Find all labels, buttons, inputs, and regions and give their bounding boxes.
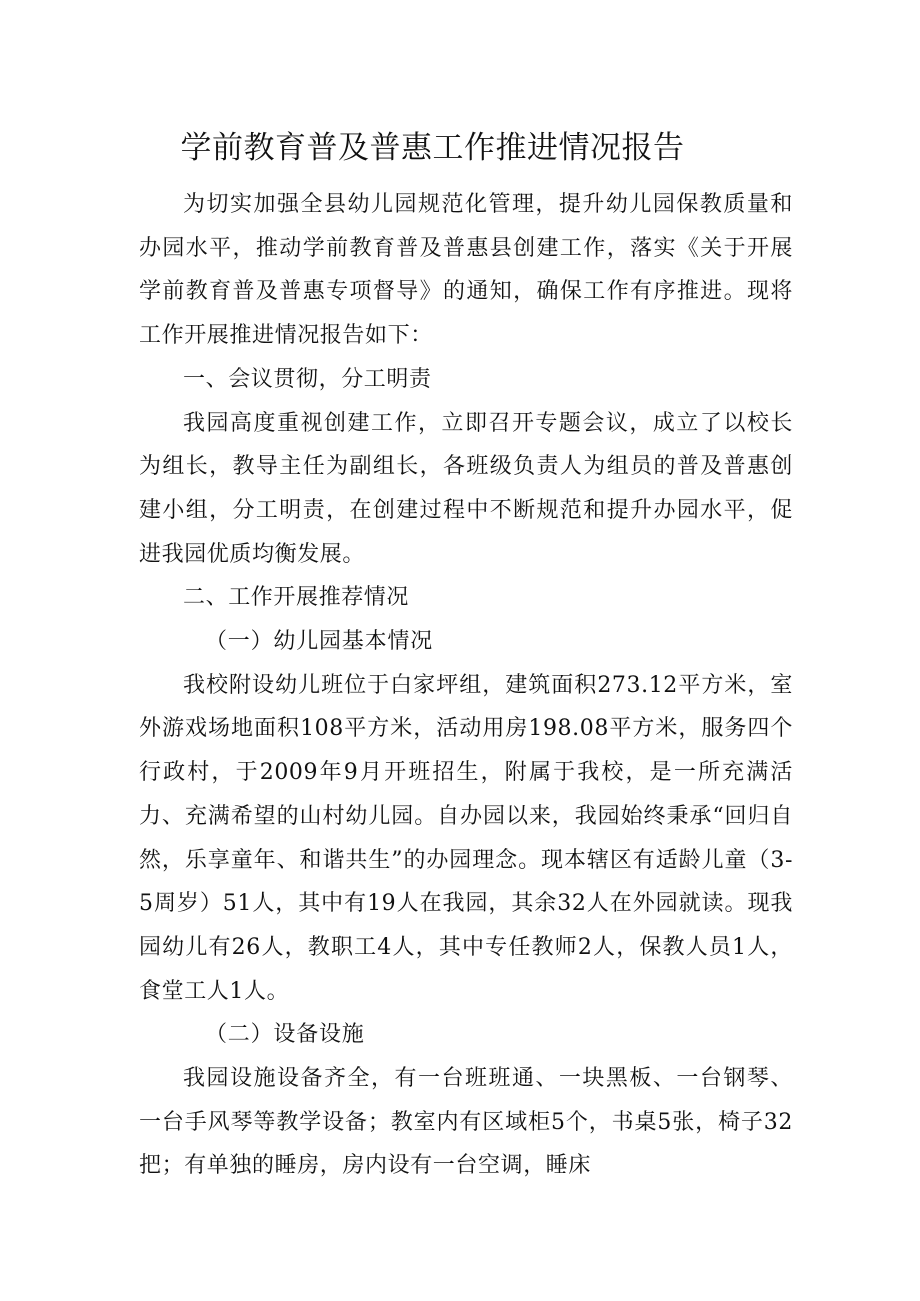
- subsection-2-heading: （二）设备设施: [205, 1022, 365, 1048]
- section-1-paragraph: 我园高度重视创建工作，立即召开专题会议，成立了以校长为组长，教导主任为副组长，各班级负责人为组员的普及普惠创建小组，分工明责，在创建过程中不断规范和提升办园水平，促进我园优质均衡发展。: [139, 410, 793, 567]
- section-1-heading: 一、会议贯彻，分工明责: [183, 366, 432, 392]
- document-body: [139, 183, 793, 1188]
- intro-paragraph: 为切实加强全县幼儿园规范化管理，提升幼儿园保教质量和办园水平，推动学前教育普及普惠县创建工作，落实《关于开展学前教育普及普惠专项督导》的通知，确保工作有序推进。现将工作开展推进情况报告如下：: [139, 192, 793, 349]
- subsection-2-paragraph: 我园设施设备齐全，有一台班班通、一块黑板、一台钢琴、一台手风琴等教学设备；教室内有区域柜5个，书桌5张，椅子32把；有单独的睡房，房内设有一台空调，睡床: [139, 1066, 793, 1179]
- subsection-1-paragraph: 我校附设幼儿班位于白家坪组，建筑面积273.12平方米，室外游戏场地面积108平方米，活动用房198.08平方米，服务四个行政村，于2009年9月开班招生，附属于我校，是一所充满活力、充满希望的山村幼儿园。自办园以来，我园始终秉承“回归自然，乐享童年、和谐共生”的办园理念。现本辖区有适龄儿童（3-5周岁）51人，其中有19人在我园，其余32人在外园就读。现我园幼儿有26人，教职工4人，其中专任教师2人，保教人员1人，食堂工人1人。: [139, 672, 793, 1004]
- document-title: 学前教育普及普惠工作推进情况报告: [180, 130, 685, 166]
- subsection-1-heading: （一）幼儿园基本情况: [205, 629, 434, 655]
- section-2-heading: 二、工作开展推荐情况: [183, 585, 410, 611]
